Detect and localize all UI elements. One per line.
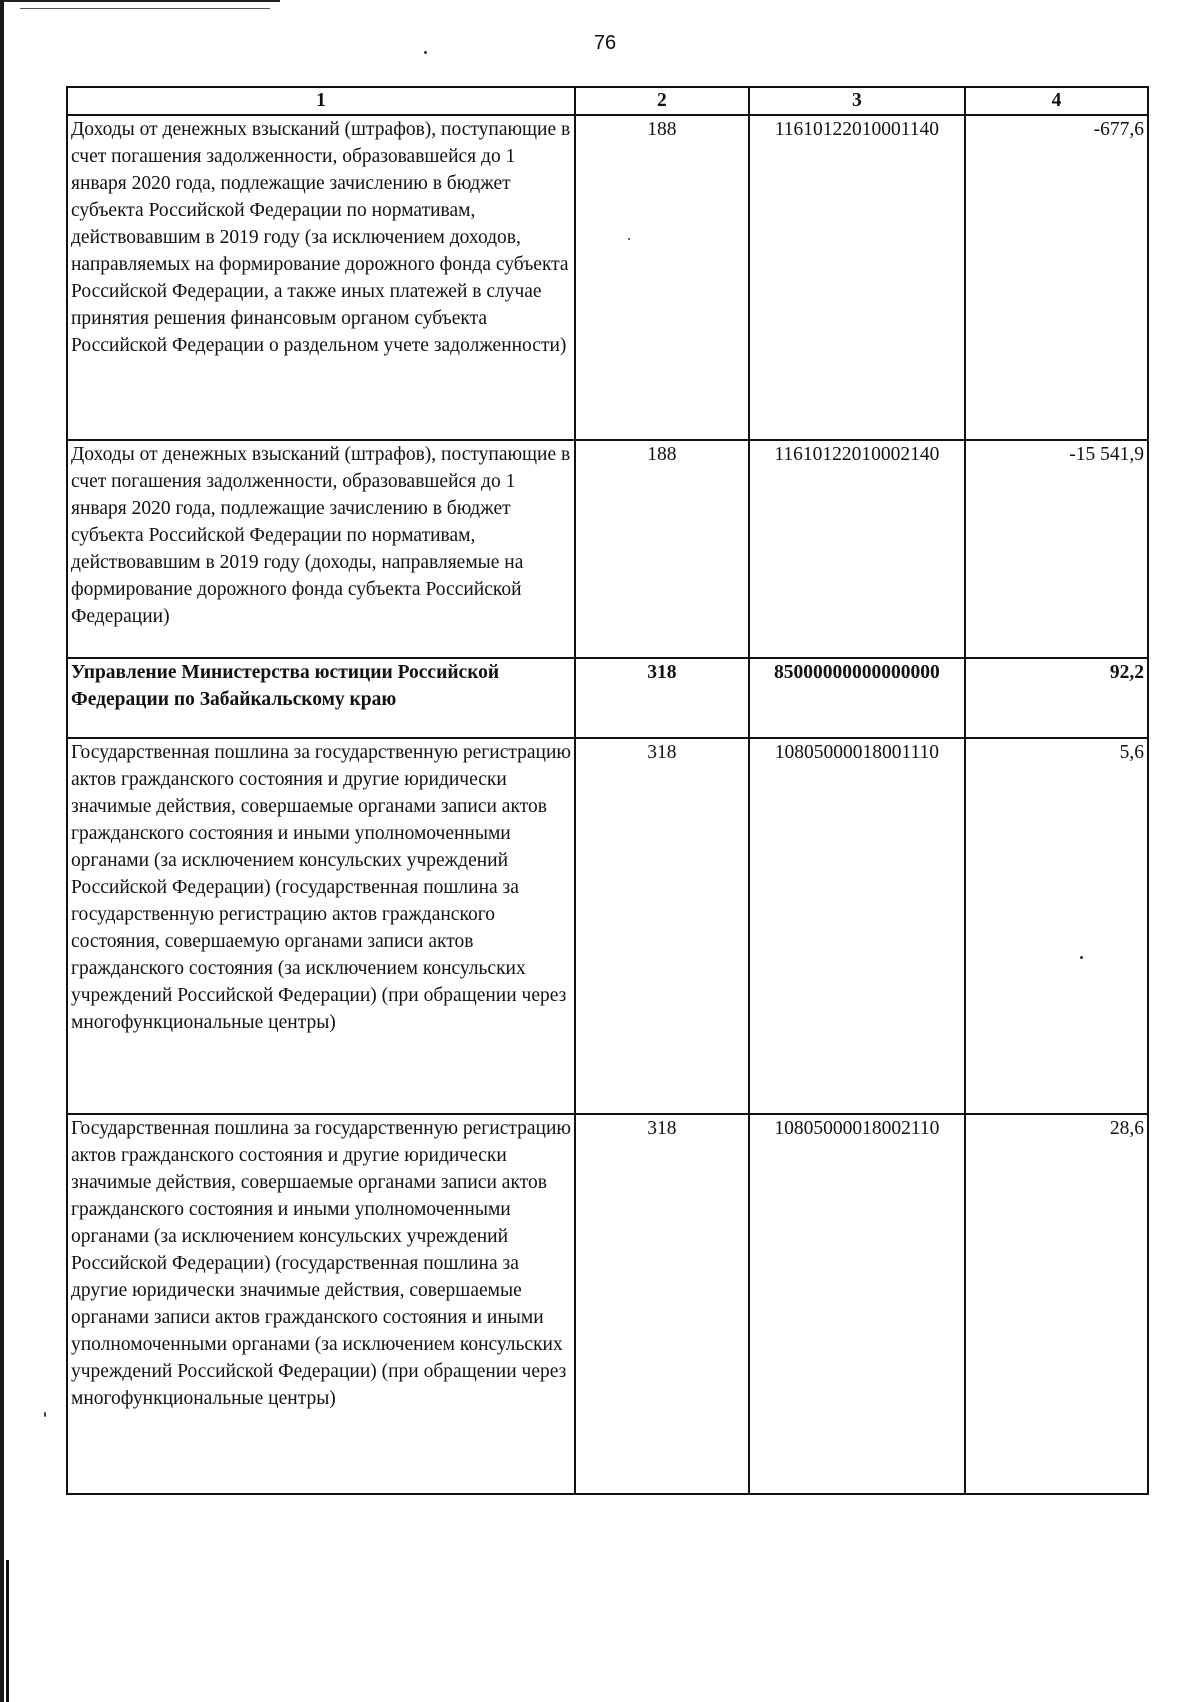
table-header-row — [67, 87, 1148, 115]
revenue-table — [66, 86, 1149, 1495]
row-admin-code: 188 — [575, 115, 749, 440]
row-amount: -677,6 — [965, 115, 1148, 440]
row-name: Государственная пошлина за государственную регистрацию актов гражданского состояния и другие юридически значимые действия, совершаемые органами записи актов гражданского состояния и иными уполномоченными органами (за исключением консульских учреждений Российской Федерации) (государственная пошлина за государственную регистрацию актов гражданского состояния, совершаемую органами записи актов гражданского состояния (за исключением консульских учреждений Российской Федерации) (при обращении через многофункциональные центры) — [67, 738, 575, 1114]
row-budget-code: 11610122010001140 — [749, 115, 965, 440]
row-name: Управление Министерства юстиции Российской Федерации по Забайкальскому краю — [67, 658, 575, 738]
scan-artifact-left-edge — [0, 0, 4, 1702]
row-admin-code: 318 — [575, 738, 749, 1114]
scan-artifact-top-line — [0, 0, 280, 2]
table-row — [67, 115, 1148, 440]
header-col-2: 2 — [575, 87, 749, 115]
table-row — [67, 1114, 1148, 1494]
row-admin-code: 318 — [575, 658, 749, 738]
header-col-4: 4 — [965, 87, 1148, 115]
page-number: 76 — [593, 32, 617, 54]
row-name: Доходы от денежных взысканий (штрафов), поступающие в счет погашения задолженности, образовавшейся до 1 января 2020 года, подлежащие зачислению в бюджет субъекта Российской Федерации по нормативам, действовавшим в 2019 году (доходы, направляемые на формирование дорожного фонда субъекта Российской Федерации) — [67, 440, 575, 658]
row-amount: 28,6 — [965, 1114, 1148, 1494]
row-name: Доходы от денежных взысканий (штрафов), поступающие в счет погашения задолженности, образовавшейся до 1 января 2020 года, подлежащие зачислению в бюджет субъекта Российской Федерации по нормативам, действовавшим в 2019 году (за исключением доходов, направляемых на формирование дорожного фонда субъекта Российской Федерации, а также иных платежей в случае принятия решения финансовым органом субъекта Российской Федерации о раздельном учете задолженности) — [67, 115, 575, 440]
scan-speck — [44, 1412, 46, 1417]
row-budget-code: 10805000018002110 — [749, 1114, 965, 1494]
row-budget-code: 11610122010002140 — [749, 440, 965, 658]
scan-artifact-left-edge-2 — [6, 1560, 9, 1702]
row-budget-code: 10805000018001110 — [749, 738, 965, 1114]
table-row-section-header — [67, 658, 1148, 738]
table-row — [67, 440, 1148, 658]
row-amount: 92,2 — [965, 658, 1148, 738]
row-admin-code: 188 — [575, 440, 749, 658]
row-amount: 5,6 — [965, 738, 1148, 1114]
row-amount: -15 541,9 — [965, 440, 1148, 658]
scan-artifact-top-line-2 — [20, 8, 270, 9]
table-row — [67, 738, 1148, 1114]
row-name: Государственная пошлина за государственную регистрацию актов гражданского состояния и другие юридически значимые действия, совершаемые органами записи актов гражданского состояния и иными уполномоченными органами (за исключением консульских учреждений Российской Федерации) (государственная пошлина за другие юридически значимые действия, совершаемые органами записи актов гражданского состояния и иными уполномоченными органами (за исключением консульских учреждений Российской Федерации) (при обращении через многофункциональные центры) — [67, 1114, 575, 1494]
header-col-1: 1 — [67, 87, 575, 115]
header-col-3: 3 — [749, 87, 965, 115]
row-admin-code: 318 — [575, 1114, 749, 1494]
row-budget-code: 85000000000000000 — [749, 658, 965, 738]
